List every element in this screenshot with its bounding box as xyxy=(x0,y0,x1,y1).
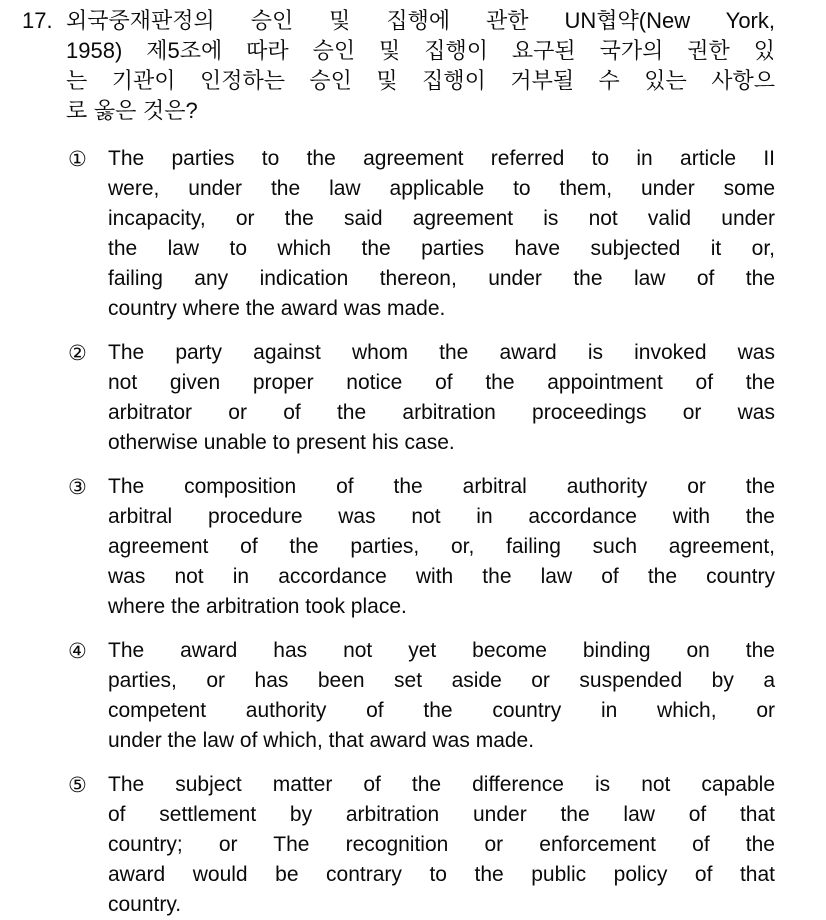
option-line: under the law of which, that award was made. xyxy=(108,729,535,752)
option-text-4 xyxy=(108,636,775,756)
option-line: country; or The recognition or enforcement of the xyxy=(108,833,775,856)
answer-options-list xyxy=(22,144,775,920)
option-marker-2: ② xyxy=(68,341,87,365)
question-stem-line: 1958) 제5조에 따라 승인 및 집행이 요구된 국가의 권한 있 xyxy=(66,38,775,63)
answer-option-4[interactable] xyxy=(22,636,775,756)
option-line: not given proper notice of the appointment of the xyxy=(108,371,775,394)
answer-option-2[interactable] xyxy=(22,338,775,458)
option-line: parties, or has been set aside or suspended by a xyxy=(108,669,775,692)
option-line: The party against whom the award is invoked was xyxy=(108,341,775,364)
question-stem-line: 로 옳은 것은? xyxy=(66,98,198,123)
option-line: of settlement by arbitration under the law of that xyxy=(108,803,775,826)
option-line: were, under the law applicable to them, under some xyxy=(108,177,775,200)
option-line: incapacity, or the said agreement is not valid under xyxy=(108,207,775,230)
option-line: The award has not yet become binding on the xyxy=(108,639,775,662)
option-line: where the arbitration took place. xyxy=(108,595,407,618)
answer-option-5[interactable] xyxy=(22,770,775,920)
option-line: country. xyxy=(108,893,182,916)
question-stem xyxy=(66,6,775,126)
question-number: 17. xyxy=(22,8,53,33)
question-block xyxy=(22,6,775,126)
option-text-5 xyxy=(108,770,775,920)
option-line: award would be contrary to the public policy of that xyxy=(108,863,775,886)
option-line: was not in accordance with the law of the country xyxy=(108,565,775,588)
option-line: The parties to the agreement referred to in article II xyxy=(108,147,775,170)
option-line: The composition of the arbitral authority or the xyxy=(108,475,775,498)
option-text-3 xyxy=(108,472,775,622)
option-text-2 xyxy=(108,338,775,458)
option-text-1 xyxy=(108,144,775,324)
option-line: agreement of the parties, or, failing such agreement, xyxy=(108,535,775,558)
option-line: country where the award was made. xyxy=(108,297,446,320)
option-line: competent authority of the country in which, or xyxy=(108,699,775,722)
question-stem-line: 외국중재판정의 승인 및 집행에 관한 UN협약(New York, xyxy=(66,8,775,33)
option-marker-4: ④ xyxy=(68,639,87,663)
option-marker-5: ⑤ xyxy=(68,773,87,797)
option-line: The subject matter of the difference is not capable xyxy=(108,773,775,796)
option-line: failing any indication thereon, under the law of the xyxy=(108,267,775,290)
option-marker-3: ③ xyxy=(68,475,87,499)
option-line: arbitrator or of the arbitration proceedings or was xyxy=(108,401,775,424)
question-stem-line: 는 기관이 인정하는 승인 및 집행이 거부될 수 있는 사항으 xyxy=(66,68,775,93)
answer-option-3[interactable] xyxy=(22,472,775,622)
option-line: arbitral procedure was not in accordance with the xyxy=(108,505,775,528)
option-marker-1: ① xyxy=(68,147,87,171)
answer-option-1[interactable] xyxy=(22,144,775,324)
option-line: the law to which the parties have subjected it or, xyxy=(108,237,775,260)
option-line: otherwise unable to present his case. xyxy=(108,431,455,454)
